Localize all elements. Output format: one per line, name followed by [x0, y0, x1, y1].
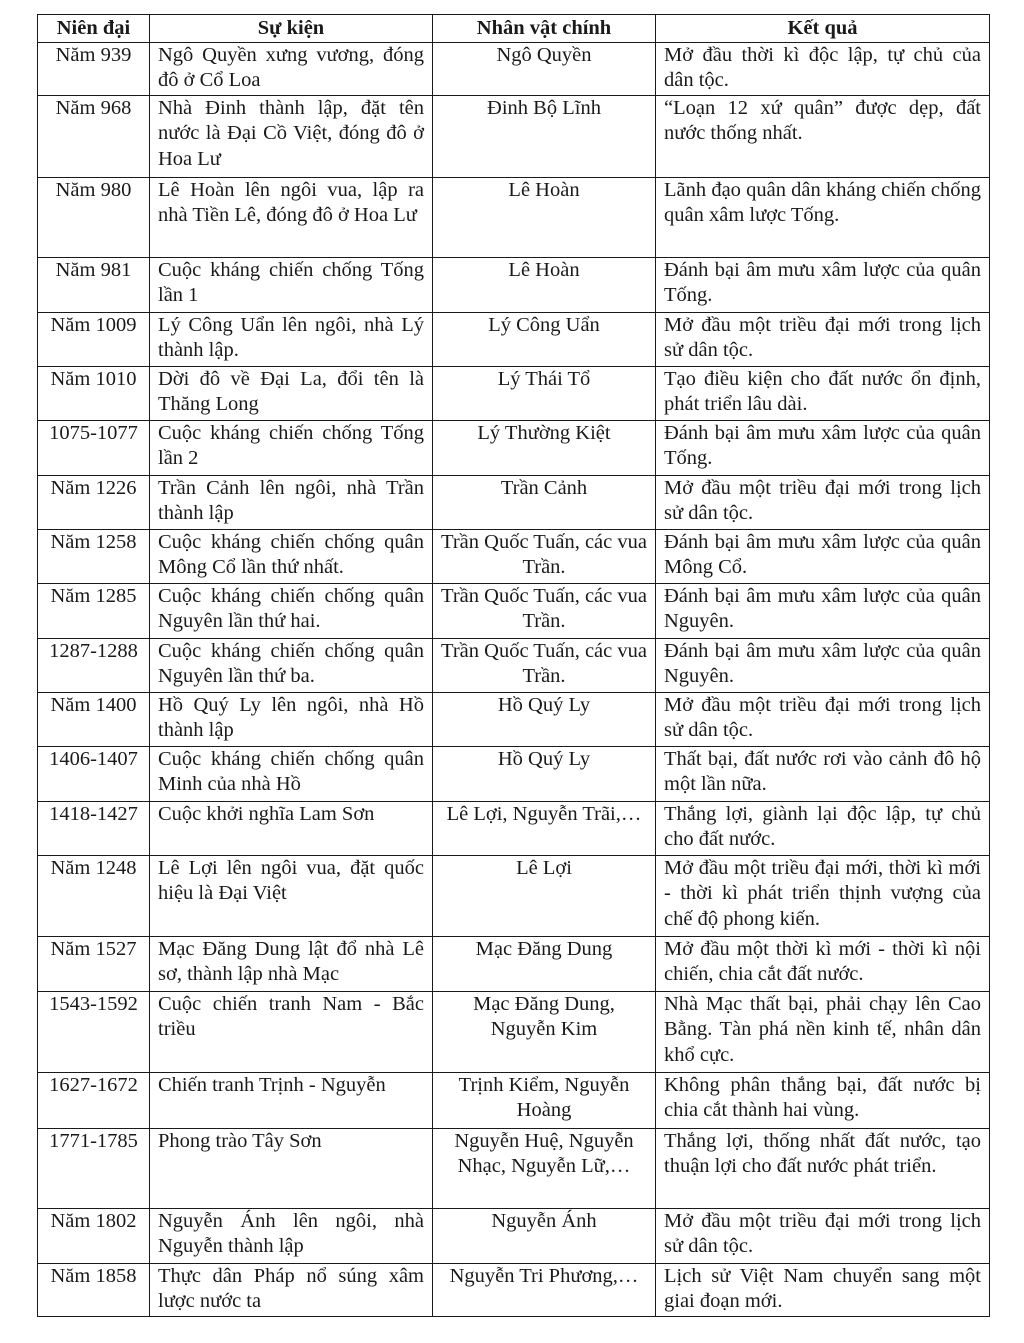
- cell-year: Năm 1802: [38, 1208, 150, 1263]
- table-row: [38, 746, 990, 801]
- cell-person: Trần Quốc Tuấn, các vua Trần.: [433, 583, 656, 638]
- header-row: [38, 15, 990, 43]
- cell-year: Năm 981: [38, 257, 150, 312]
- header-event: Sự kiện: [150, 15, 433, 43]
- cell-person: Lý Công Uẩn: [433, 312, 656, 366]
- cell-event: Ngô Quyền xưng vương, đóng đô ở Cổ Loa: [150, 42, 433, 95]
- cell-year: Năm 980: [38, 177, 150, 257]
- cell-person: Hồ Quý Ly: [433, 746, 656, 801]
- cell-person: Trần Quốc Tuấn, các vua Trần.: [433, 529, 656, 583]
- cell-result: Mở đầu một thời kì mới - thời kì nội chiến, chia cắt đất nước.: [656, 936, 990, 991]
- table-row: [38, 855, 990, 936]
- cell-person: Đinh Bộ Lĩnh: [433, 95, 656, 177]
- cell-person: Mạc Đăng Dung: [433, 936, 656, 991]
- cell-result: Thất bại, đất nước rơi vào cảnh đô hộ một lần nữa.: [656, 746, 990, 801]
- cell-year: 1627-1672: [38, 1072, 150, 1128]
- cell-person: Lê Hoàn: [433, 257, 656, 312]
- cell-year: 1075-1077: [38, 420, 150, 475]
- cell-event: Lý Công Uẩn lên ngôi, nhà Lý thành lập.: [150, 312, 433, 366]
- table-row: [38, 936, 990, 991]
- cell-year: Năm 1248: [38, 855, 150, 936]
- cell-event: Hồ Quý Ly lên ngôi, nhà Hồ thành lập: [150, 692, 433, 746]
- cell-event: Mạc Đăng Dung lật đổ nhà Lê sơ, thành lập nhà Mạc: [150, 936, 433, 991]
- cell-event: Cuộc kháng chiến chống quân Minh của nhà Hồ: [150, 746, 433, 801]
- cell-person: Lê Lợi: [433, 855, 656, 936]
- table-row: [38, 1128, 990, 1208]
- cell-result: Đánh bại âm mưu xâm lược của quân Tống.: [656, 420, 990, 475]
- cell-year: 1543-1592: [38, 991, 150, 1072]
- table-row: [38, 692, 990, 746]
- cell-year: Năm 1858: [38, 1263, 150, 1316]
- cell-event: Thực dân Pháp nổ súng xâm lược nước ta: [150, 1263, 433, 1316]
- table-row: [38, 991, 990, 1072]
- cell-result: Đánh bại âm mưu xâm lược của quân Mông Cổ.: [656, 529, 990, 583]
- cell-result: Mở đầu một triều đại mới, thời kì mới - thời kì phát triển thịnh vượng của chế độ phong kiến.: [656, 855, 990, 936]
- cell-event: Cuộc kháng chiến chống quân Mông Cổ lần thứ nhất.: [150, 529, 433, 583]
- cell-person: Trịnh Kiểm, Nguyễn Hoàng: [433, 1072, 656, 1128]
- cell-result: Lãnh đạo quân dân kháng chiến chống quân xâm lược Tống.: [656, 177, 990, 257]
- table-row: [38, 95, 990, 177]
- table-row: [38, 1208, 990, 1263]
- cell-year: Năm 1258: [38, 529, 150, 583]
- cell-result: Đánh bại âm mưu xâm lược của quân Nguyên.: [656, 583, 990, 638]
- cell-result: Lịch sử Việt Nam chuyển sang một giai đoạn mới.: [656, 1263, 990, 1316]
- header-result: Kết quả: [656, 15, 990, 43]
- cell-year: Năm 1527: [38, 936, 150, 991]
- cell-person: Nguyễn Tri Phương,…: [433, 1263, 656, 1316]
- table-row: [38, 801, 990, 855]
- cell-event: Phong trào Tây Sơn: [150, 1128, 433, 1208]
- table-row: [38, 257, 990, 312]
- cell-event: Cuộc khởi nghĩa Lam Sơn: [150, 801, 433, 855]
- cell-year: 1287-1288: [38, 638, 150, 692]
- table-header: [38, 15, 990, 43]
- cell-event: Nguyễn Ánh lên ngôi, nhà Nguyễn thành lập: [150, 1208, 433, 1263]
- cell-event: Nhà Đinh thành lập, đặt tên nước là Đại Cồ Việt, đóng đô ở Hoa Lư: [150, 95, 433, 177]
- cell-result: Mở đầu một triều đại mới trong lịch sử dân tộc.: [656, 1208, 990, 1263]
- cell-result: Đánh bại âm mưu xâm lược của quân Nguyên.: [656, 638, 990, 692]
- header-person: Nhân vật chính: [433, 15, 656, 43]
- cell-result: Nhà Mạc thất bại, phải chạy lên Cao Bằng. Tàn phá nền kinh tế, nhân dân khổ cực.: [656, 991, 990, 1072]
- cell-year: Năm 1009: [38, 312, 150, 366]
- cell-event: Lê Lợi lên ngôi vua, đặt quốc hiệu là Đại Việt: [150, 855, 433, 936]
- table-row: [38, 177, 990, 257]
- cell-person: Lê Hoàn: [433, 177, 656, 257]
- cell-year: Năm 939: [38, 42, 150, 95]
- cell-result: “Loạn 12 xứ quân” được dẹp, đất nước thống nhất.: [656, 95, 990, 177]
- cell-year: Năm 1400: [38, 692, 150, 746]
- table-row: [38, 583, 990, 638]
- cell-event: Cuộc kháng chiến chống quân Nguyên lần thứ ba.: [150, 638, 433, 692]
- cell-person: Mạc Đăng Dung, Nguyễn Kim: [433, 991, 656, 1072]
- table-row: [38, 312, 990, 366]
- cell-event: Cuộc kháng chiến chống Tống lần 1: [150, 257, 433, 312]
- cell-event: Chiến tranh Trịnh - Nguyễn: [150, 1072, 433, 1128]
- table-row: [38, 638, 990, 692]
- cell-year: Năm 1285: [38, 583, 150, 638]
- cell-year: Năm 1010: [38, 366, 150, 420]
- cell-result: Mở đầu một triều đại mới trong lịch sử dân tộc.: [656, 312, 990, 366]
- header-year: Niên đại: [38, 15, 150, 43]
- cell-person: Lý Thường Kiệt: [433, 420, 656, 475]
- cell-event: Cuộc kháng chiến chống Tống lần 2: [150, 420, 433, 475]
- cell-year: 1406-1407: [38, 746, 150, 801]
- cell-person: Lê Lợi, Nguyễn Trãi,…: [433, 801, 656, 855]
- table-row: [38, 420, 990, 475]
- cell-year: 1418-1427: [38, 801, 150, 855]
- cell-result: Không phân thắng bại, đất nước bị chia cắt thành hai vùng.: [656, 1072, 990, 1128]
- table-row: [38, 529, 990, 583]
- cell-event: Lê Hoàn lên ngôi vua, lập ra nhà Tiền Lê, đóng đô ở Hoa Lư: [150, 177, 433, 257]
- table-row: [38, 475, 990, 529]
- cell-year: Năm 968: [38, 95, 150, 177]
- cell-result: Mở đầu một triều đại mới trong lịch sử dân tộc.: [656, 475, 990, 529]
- table-row: [38, 42, 990, 95]
- cell-person: Hồ Quý Ly: [433, 692, 656, 746]
- cell-person: Trần Quốc Tuấn, các vua Trần.: [433, 638, 656, 692]
- cell-result: Thắng lợi, thống nhất đất nước, tạo thuận lợi cho đất nước phát triển.: [656, 1128, 990, 1208]
- cell-event: Cuộc chiến tranh Nam - Bắc triều: [150, 991, 433, 1072]
- cell-result: Tạo điều kiện cho đất nước ổn định, phát triển lâu dài.: [656, 366, 990, 420]
- cell-result: Thắng lợi, giành lại độc lập, tự chủ cho đất nước.: [656, 801, 990, 855]
- cell-year: 1771-1785: [38, 1128, 150, 1208]
- cell-event: Trần Cảnh lên ngôi, nhà Trần thành lập: [150, 475, 433, 529]
- cell-year: Năm 1226: [38, 475, 150, 529]
- table-row: [38, 366, 990, 420]
- table-row: [38, 1263, 990, 1316]
- cell-result: Mở đầu một triều đại mới trong lịch sử dân tộc.: [656, 692, 990, 746]
- cell-result: Đánh bại âm mưu xâm lược của quân Tống.: [656, 257, 990, 312]
- cell-event: Dời đô về Đại La, đổi tên là Thăng Long: [150, 366, 433, 420]
- cell-person: Nguyễn Ánh: [433, 1208, 656, 1263]
- table-body: [38, 42, 990, 1316]
- table-row: [38, 1072, 990, 1128]
- cell-person: Ngô Quyền: [433, 42, 656, 95]
- history-timeline-table: [37, 14, 990, 1317]
- cell-result: Mở đầu thời kì độc lập, tự chủ của dân tộc.: [656, 42, 990, 95]
- cell-event: Cuộc kháng chiến chống quân Nguyên lần thứ hai.: [150, 583, 433, 638]
- cell-person: Lý Thái Tổ: [433, 366, 656, 420]
- cell-person: Nguyễn Huệ, Nguyễn Nhạc, Nguyễn Lữ,…: [433, 1128, 656, 1208]
- cell-person: Trần Cảnh: [433, 475, 656, 529]
